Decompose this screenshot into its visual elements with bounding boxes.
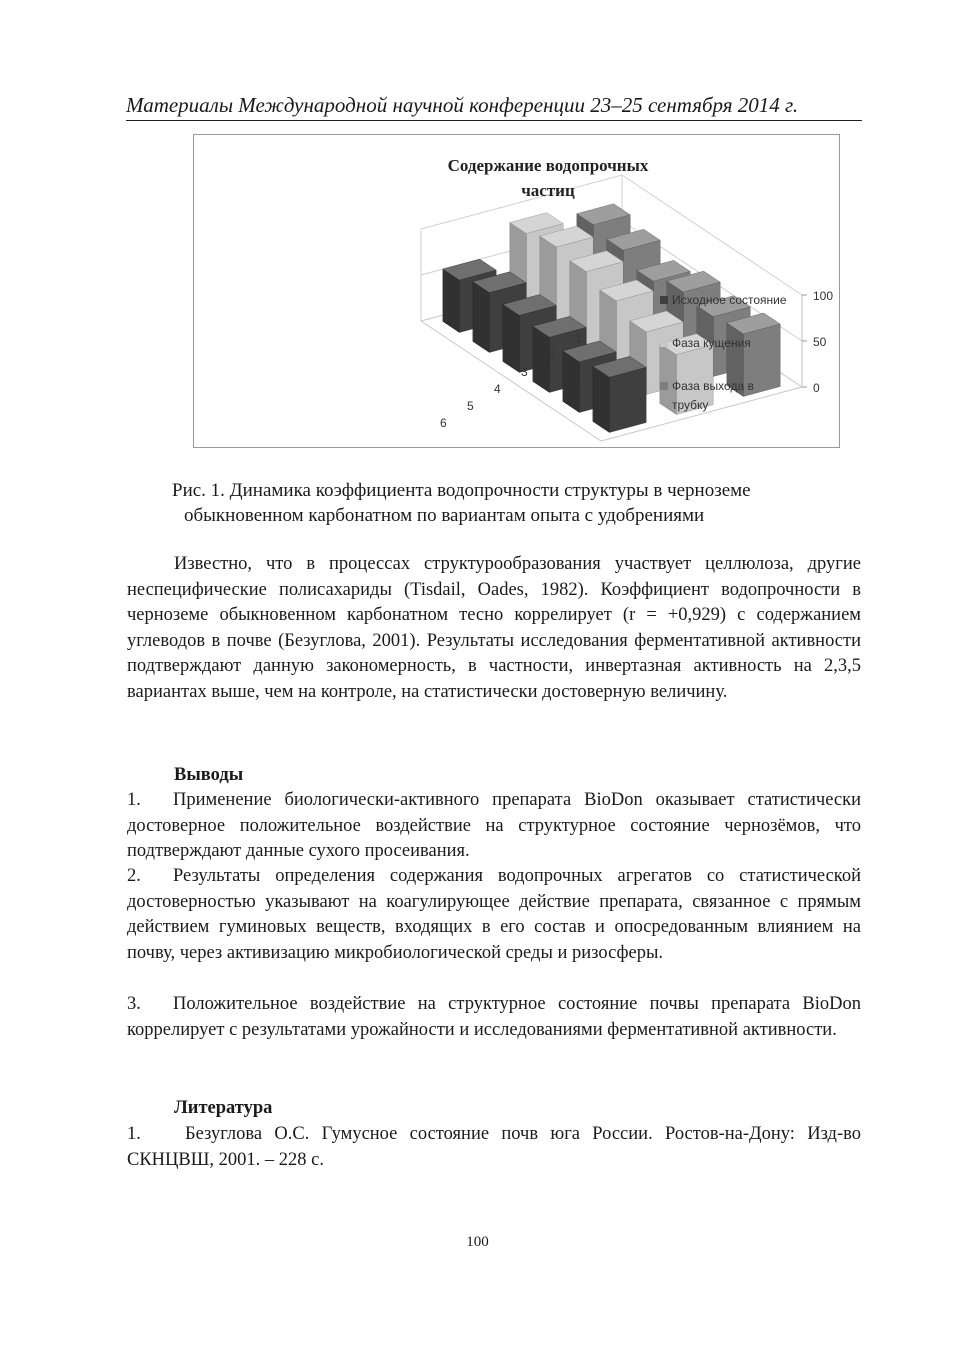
category-label-1: 1 [575,331,582,345]
chart-title-line-2: частиц [521,181,575,200]
legend-label-3-line-2: трубку [672,398,709,412]
bar-side-face [533,326,550,392]
literature-number: 1. [127,1124,141,1144]
chart-frame [193,134,840,448]
conclusion-text: Положительное воздействие на структурное состояние почвы препарата BioDon коррелирует с результатами урожайности и исследованиями ферментативной активности. [127,994,861,1040]
caption-line-2: обыкновенном карбонатном по вариантам опыта с удобрениями [184,505,705,526]
category-label-5: 5 [467,399,474,413]
conclusion-item-2 [127,864,861,966]
conclusion-item-3 [127,992,861,1043]
legend-swatch-3 [660,382,668,390]
legend-swatch-2 [660,339,668,347]
chart-bars [443,204,780,433]
category-label-2: 2 [548,348,555,362]
legend-label-2: Фаза кущения [672,336,751,350]
legend-swatch-1 [660,296,668,304]
conclusion-number: 1. [127,790,141,810]
category-label-3: 3 [521,365,528,379]
bar-Исходное состояние-6 [593,356,646,432]
conclusion-text: Результаты определения содержания водопрочных агрегатов со статистической достоверностью указывают на коагулирующее действие препарата, связанное с прямым действием гуминовых веществ, входящих в его состав и опосредованным влиянием на почву, через активизацию микробиологической среды и ризосферы. [127,866,861,963]
literature-item-1 [127,1122,861,1173]
legend-label-1: Исходное состояние [672,293,787,307]
bar-side-face [473,282,490,353]
z-axis-ticks [802,289,833,395]
bar-front-face [609,367,646,432]
z-tick-label-0: 0 [813,381,820,395]
conclusion-text: Применение биологически-активного препарата BioDon оказывает статистически достоверное положительное воздействие на структурное состояние чернозёмов, что подтверждают данные сухого просеивания. [127,790,861,861]
legend-label-3: Фаза выхода в [672,379,754,393]
page-number: 100 [466,1234,489,1250]
conclusion-item-1 [127,788,861,865]
z-tick-label-100: 100 [813,289,834,303]
conclusion-number: 3. [127,994,141,1014]
bar-side-face [593,366,610,432]
literature-text: Безуглова О.С. Гумусное состояние почв юга России. Ростов-на-Дону: Изд-во СКНЦВШ, 2001. – 228 с. [127,1124,861,1170]
running-header: Материалы Международной научной конференции 23–25 сентября 2014 г. [126,92,862,121]
category-label-6: 6 [440,416,447,430]
figure-caption [172,478,862,528]
z-tick-label-50: 50 [813,335,827,349]
intro-paragraph: Известно, что в процессах структурообразования участвует целлюлоза, другие неспецифические полисахариды (Tisdail, Oades, 1982). Коэффициент водопрочности в черноземе обыкновенном карбонатном тесно коррелирует (r = +0,929) с содержанием углеводов в почве (Безуглова, 2001). Результаты исследования ферментативной активности подтверждают данную закономерность, в частности, инвертазная активность на 2,3,5 вариантах выше, чем на контроле, на статистически достоверную величину. [127,554,861,702]
conclusions-heading: Выводы [174,765,244,785]
literature-heading: Литература [174,1098,273,1118]
bar-side-face [503,304,520,372]
conclusion-number: 2. [127,866,141,886]
category-label-4: 4 [494,382,501,396]
caption-line-1: Рис. 1. Динамика коэффициента водопрочности структуры в черноземе [172,480,751,501]
bar-chart-3d [194,135,839,447]
chart-title-line-1: Содержание водопрочных [447,156,649,175]
